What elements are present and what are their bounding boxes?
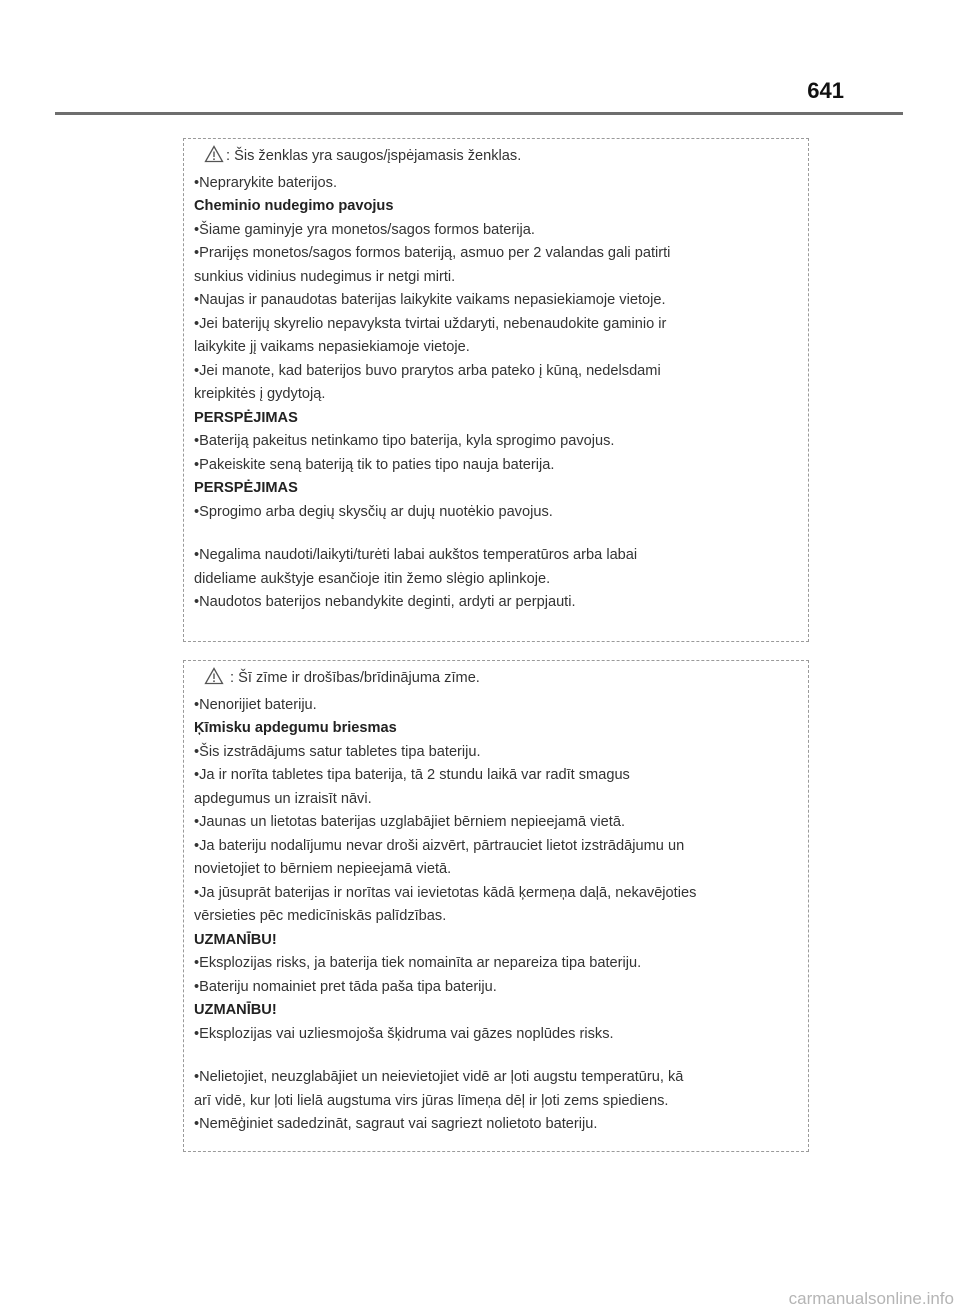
text-line: dideliame aukštyje esančioje itin žemo slėgio aplinkoje. [194,570,551,587]
warning-triangle-icon [204,145,224,172]
text-line: •Nelietojiet, neuzglabājiet un neievietojiet vidē ar ļoti augstu temperatūru, kā [194,1069,684,1085]
latvian-warning-box [183,660,809,1152]
section-heading: Ķīmisku apdegumu briesmas [194,720,397,736]
text-line: •Nemēģiniet sadedzināt, sagraut vai sagriezt nolietoto bateriju. [194,1116,598,1132]
latvian-lines [194,694,800,1137]
text-line: •Pakeiskite seną bateriją tik to paties tipo nauja baterija. [194,456,555,473]
text-line: •Bateriju nomainiet pret tāda paša tipa bateriju. [194,978,497,995]
text-line: •Jei baterijų skyrelio nepavyksta tvirtai uždaryti, nebenaudokite gaminio ir [194,315,667,332]
text-line: vērsieties pēc medicīniskās palīdzības. [194,908,447,924]
watermark: carmanualsonline.info [788,1289,954,1308]
text-line: •Bateriją pakeitus netinkamo tipo baterija, kyla sprogimo pavojus. [194,433,615,449]
text-line: •Eksplozijas risks, ja baterija tiek nomainīta ar nepareiza tipa bateriju. [194,955,642,971]
text-line: laikykite jį vaikams nepasiekiamoje vietoje. [194,339,470,355]
text-line: •Nenorijiet bateriju. [194,696,317,713]
lithuanian-lines [194,172,800,615]
lithuanian-warning-box [183,138,809,642]
page-number: 641 [807,78,844,103]
header-rule [55,112,903,115]
section-heading: UZMANĪBU! [194,1002,277,1018]
text-line: arī vidē, kur ļoti lielā augstuma virs jūras līmeņa dēļ ir ļoti zems spiediens. [194,1092,669,1109]
text-line: •Jei manote, kad baterijos buvo prarytos arba pateko į kūną, nedelsdami [194,362,661,379]
section-heading: UZMANĪBU! [194,931,277,948]
text-line: •Naudotos baterijos nebandykite deginti, ardyti ar perpjauti. [194,594,576,610]
text-line: •Šis izstrādājums satur tabletes tipa bateriju. [194,743,481,760]
text-line: •Naujas ir panaudotas baterijas laikykite vaikams nepasiekiamoje vietoje. [194,292,666,308]
text-line: •Prarijęs monetos/sagos formos bateriją, asmuo per 2 valandas gali patirti [194,245,671,261]
text-line: novietojiet to bērniem nepieejamā vietā. [194,861,452,877]
text-line: •Ja bateriju nodalījumu nevar droši aizvērt, pārtrauciet lietot izstrādājumu un [194,837,685,854]
warning-line-text: : Šī zīme ir drošības/brīdinājuma zīme. [226,670,480,686]
text-line: kreipkitės į gydytoją. [194,386,326,402]
section-heading: Cheminio nudegimo pavojus [194,198,394,214]
text-line: •Sprogimo arba degių skysčių ar dujų nuotėkio pavojus. [194,503,553,520]
warning-line [194,145,800,172]
text-line: •Ja ir norīta tabletes tipa baterija, tā 2 stundu laikā var radīt smagus [194,767,630,783]
section-heading: PERSPĖJIMAS [194,409,298,426]
warning-line-text: : Šis ženklas yra saugos/įspėjamasis ženklas. [226,148,522,164]
text-line: •Neprarykite baterijos. [194,174,337,191]
text-line: •Jaunas un lietotas baterijas uzglabājiet bērniem nepieejamā vietā. [194,814,626,830]
text-line: apdegumus un izraisīt nāvi. [194,790,372,807]
warning-line [194,667,800,694]
text-line: sunkius vidinius nudegimus ir netgi mirti. [194,268,456,285]
warning-triangle-icon [204,667,224,694]
text-line: •Šiame gaminyje yra monetos/sagos formos baterija. [194,221,535,238]
text-line: •Eksplozijas vai uzliesmojoša šķidruma vai gāzes noplūdes risks. [194,1025,614,1042]
text-line: •Negalima naudoti/laikyti/turėti labai aukštos temperatūros arba labai [194,547,638,563]
text-line: •Ja jūsuprāt baterijas ir norītas vai ievietotas kādā ķermeņa daļā, nekavējoties [194,884,697,901]
section-heading: PERSPĖJIMAS [194,480,298,496]
